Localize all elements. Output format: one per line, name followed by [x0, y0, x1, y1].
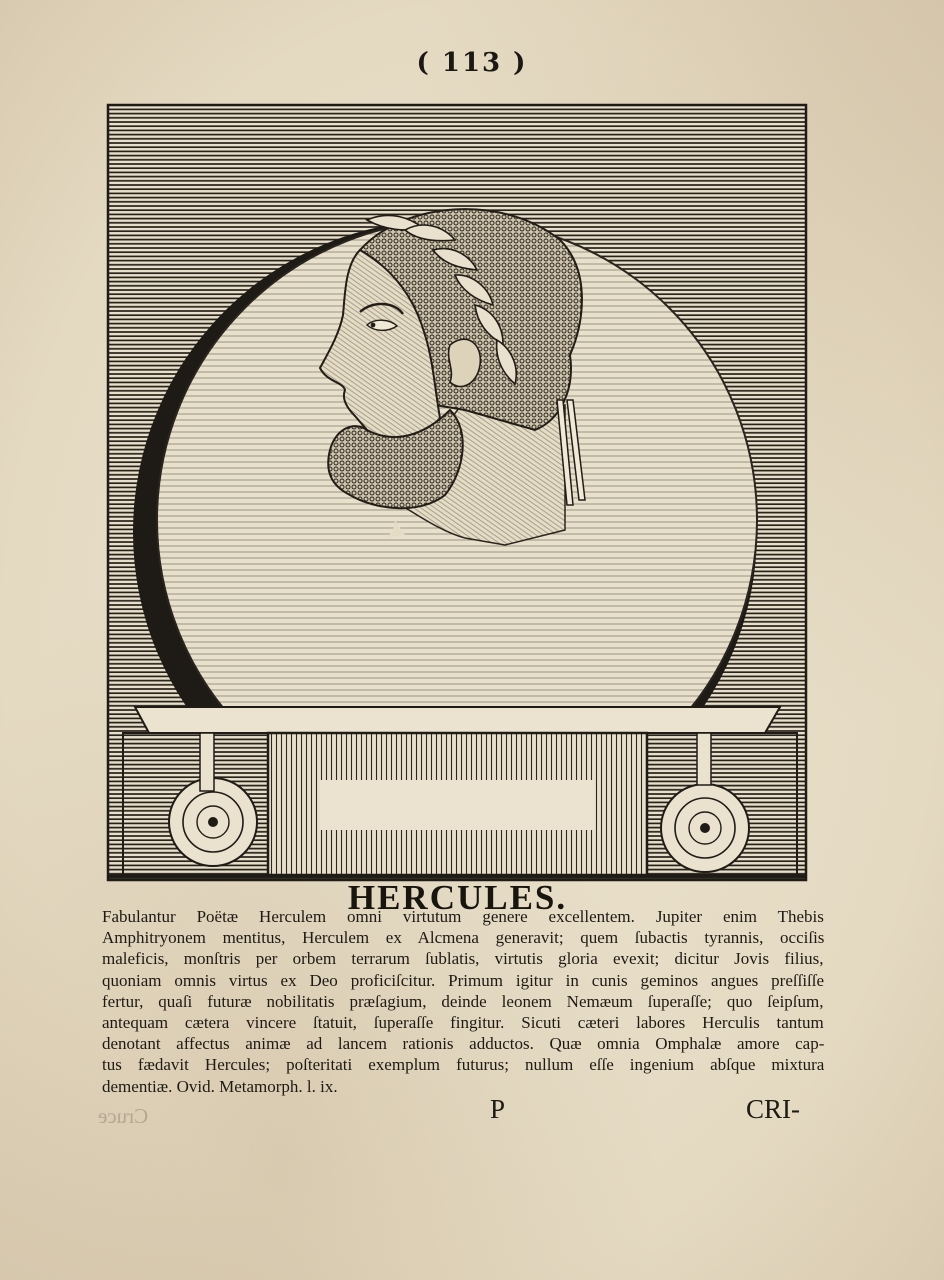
text-line: maleficis, monſtris per orbem terrarum ſublatis, virtutis gloria evexit; dicitur Jovis filius,	[102, 949, 824, 969]
text-line: tus fædavit Hercules; poſteritati exemplum futurus; nullum eſſe ingenium abſque mixtura	[102, 1055, 824, 1075]
show-through-text: Cruce	[98, 1104, 149, 1128]
pedestal-top	[135, 707, 780, 733]
portrait-caption: HERCULES.	[347, 878, 568, 917]
engraving-illustration	[105, 100, 810, 885]
page-number: ( 113 )	[416, 48, 528, 78]
text-line: quoniam omnis virtus ex Deo proficiſcitur. Primum igitur in cunis geminos angues preſſiſſe	[102, 970, 824, 990]
text-line: fertur, quaſi futuræ nobilitatis præſagium, deinde leonem Nemæum ſuperaſſe; quo ſeipſum,	[102, 991, 824, 1011]
text-line: antequam cætera vincere ſtatuit, ſuperaſſe fingitur. Sicuti cæteri labores Herculis tantum	[102, 1013, 824, 1033]
text-line: dementiæ. Ovid. Metamorph. l. ix.	[102, 1076, 338, 1096]
text-line: denotant affectus animæ ad lancem rationis adductos. Quæ omnia Omphalæ amore cap-	[102, 1034, 824, 1054]
latin-commentary	[102, 906, 824, 1097]
catchword: CRI-	[746, 1094, 800, 1124]
text-line: Fabulantur Poëtæ Herculem omni virtutum genere excellentem. Jupiter enim Thebis	[102, 907, 824, 926]
text-line: Amphitryonem mentitus, Herculem ex Alcmena generavit; quem ſubactis tyrannis, occiſis	[102, 928, 824, 948]
signature-mark: P	[490, 1094, 506, 1124]
hercules-profile-portrait	[320, 209, 585, 545]
